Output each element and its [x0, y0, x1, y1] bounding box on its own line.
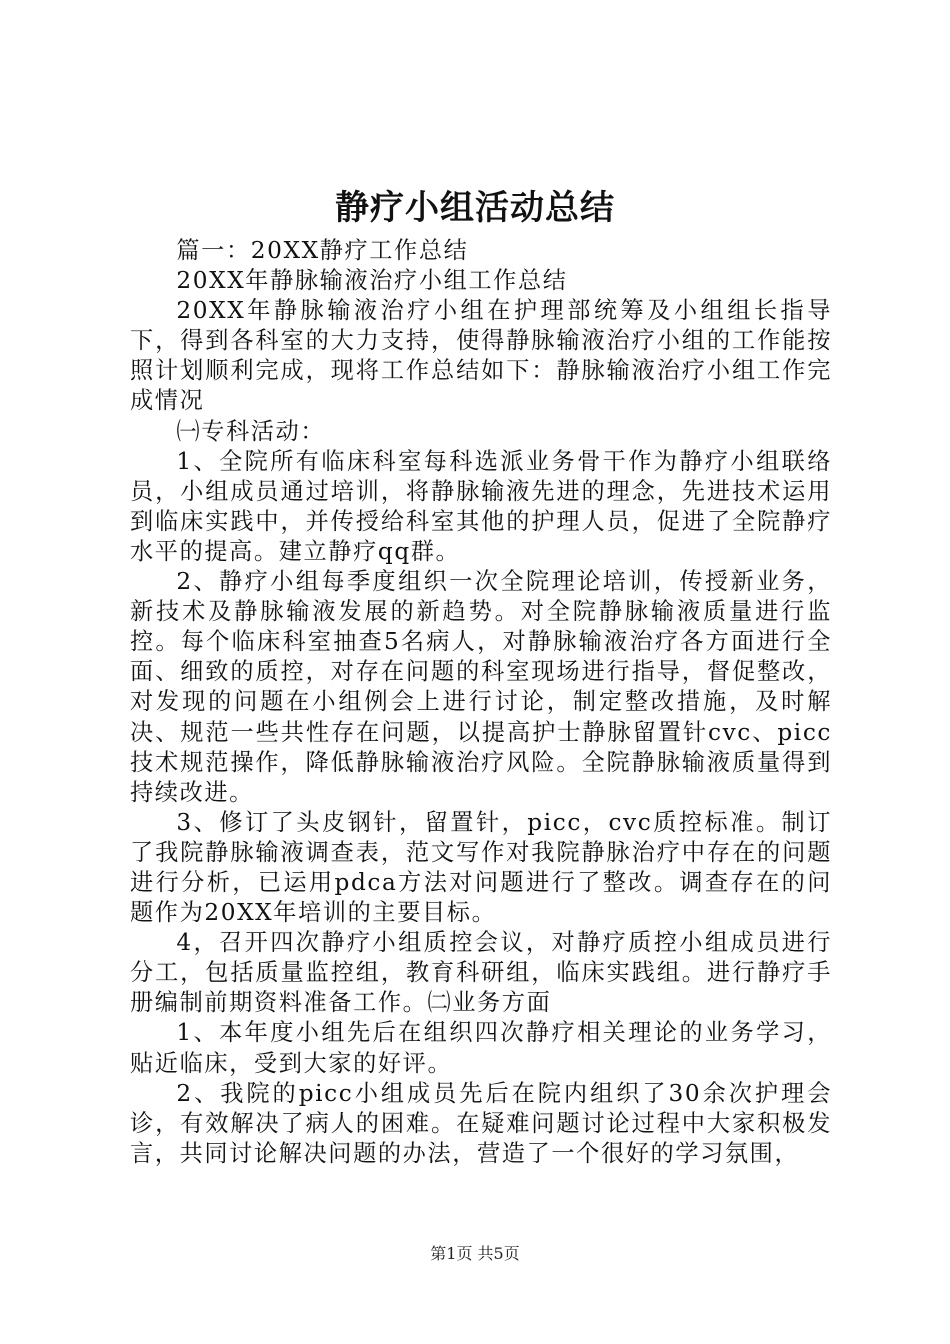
paragraph-business-1: 1、本年度小组先后在组织四次静疗相关理论的业务学习，贴近临床，受到大家的好评。 [130, 1019, 832, 1077]
page-title: 静疗小组活动总结 [335, 188, 615, 228]
paragraph-item-1: 1、全院所有临床科室每科选派业务骨干作为静疗小组联络员，小组成员通过培训，将静脉输液先进的理念，先进技术运用到临床实践中，并传授给科室其他的护理人员，促进了全院静疗水平的提高。建立静疗qq群。 [130, 447, 832, 565]
paragraph-item-4: 4，召开四次静疗小组质控会议，对静疗质控小组成员进行分工，包括质量监控组，教育科研组，临床实践组。进行静疗手册编制前期资料准备工作。㈡业务方面 [130, 929, 832, 1017]
paragraph-heading: 20XX年静脉输液治疗小组工作总结 [176, 267, 568, 295]
section-heading-activities: ㈠专科活动： [176, 417, 326, 445]
paragraph-intro: 20XX年静脉输液治疗小组在护理部统筹及小组组长指导下，得到各科室的大力支持，使得静脉输液治疗小组的工作能按照计划顺利完成，现将工作总结如下：静脉输液治疗小组工作完成情况 [130, 297, 832, 415]
paragraph-item-2: 2、静疗小组每季度组织一次全院理论培训，传授新业务，新技术及静脉输液发展的新趋势。对全院静脉输液质量进行监控。每个临床科室抽查5名病人，对静脉输液治疗各方面进行全面、细致的质控，对存在问题的科室现场进行指导，督促整改，对发现的问题在小组例会上进行讨论，制定整改措施，及时解决、规范一些共性存在问题，以提高护士静脉留置针cvc、picc技术规范操作，降低静脉输液治疗风险。全院静脉输液质量得到持续改进。 [130, 568, 832, 806]
document-body [130, 236, 832, 1169]
page-footer: 第1页 共5页 [430, 1244, 520, 1263]
paragraph-item-3: 3、修订了头皮钢针，留置针，picc，cvc质控标准。制订了我院静脉输液调查表，范文写作对我院静脉治疗中存在的问题进行分析，已运用pdca方法对问题进行了整改。调查存在的问题作为20XX年培训的主要目标。 [130, 808, 832, 927]
paragraph-business-2: 2、我院的picc小组成员先后在院内组织了30余次护理会诊，有效解决了病人的困难。在疑难问题讨论过程中大家积极发言，共同讨论解决问题的办法，营造了一个很好的学习氛围， [130, 1079, 832, 1167]
paragraph-subtitle: 篇一：20XX静疗工作总结 [176, 237, 469, 264]
